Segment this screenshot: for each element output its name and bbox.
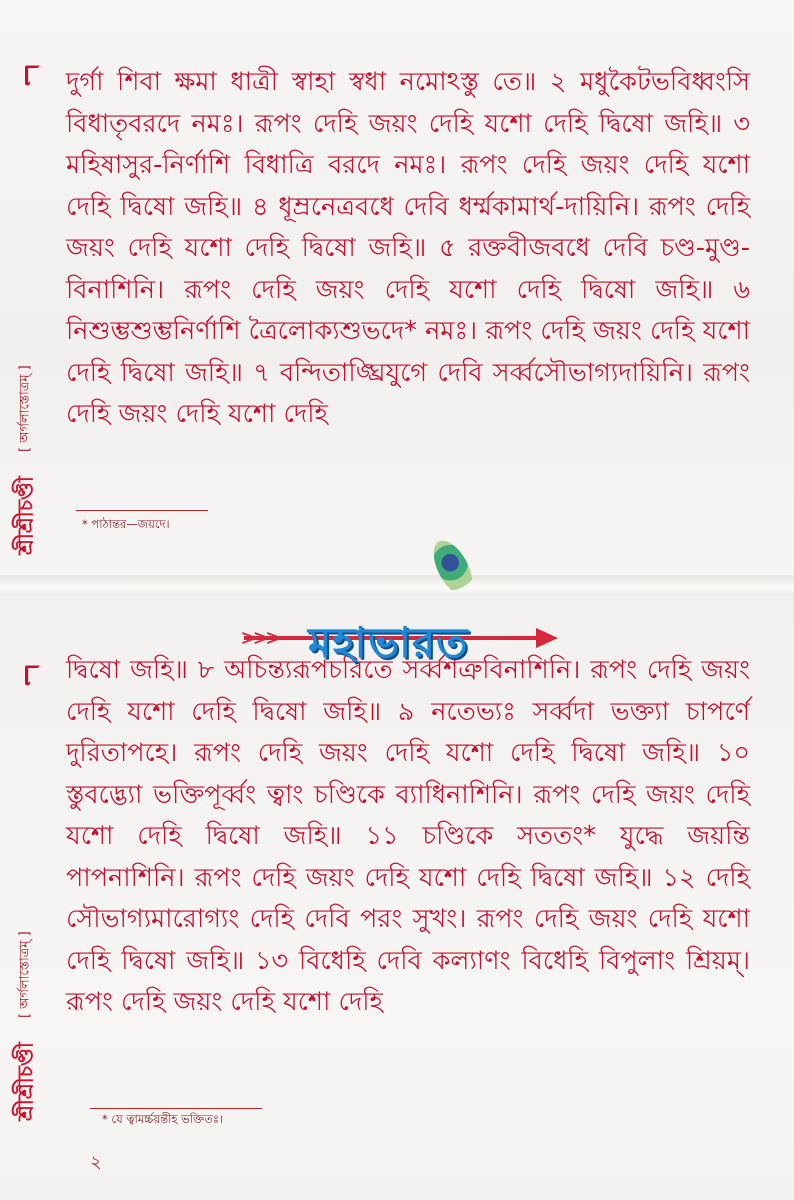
footnote-rule-top	[76, 510, 208, 511]
bottom-page	[0, 596, 794, 1200]
watermark-logo	[240, 610, 564, 670]
logo-wordmark: মহাভারত	[308, 618, 469, 667]
top-page	[0, 0, 794, 578]
footnote-rule-bottom	[90, 1108, 262, 1109]
arrow-fletching-icon: >>>	[240, 626, 278, 651]
page-number: ২	[90, 1152, 102, 1173]
footnote-bottom: * যে ত্বামর্চ্চয়ন্তীহ ভক্তিতঃ।	[102, 1112, 224, 1126]
verse-paragraph-top: দুর্গা শিবা ক্ষমা ধাত্রী স্বাহা স্বধা নমোঽস্তু তে॥ ২ মধুকৈটভবিধ্বংসি বিধাতৃবরদে নমঃ। রূপং দেহি জয়ং দেহি যশো দেহি দ্বিষো জহি॥ ৩ মহিষাসুর-নির্ণাশি বিধাত্রি বরদে নমঃ। রূপং দেহি জয়ং দেহি যশো দেহি দ্বিষো জহি॥ ৪ ধূম্রনেত্রবধে দেবি ধর্ম্মকামার্থ-দায়িনি। রূপং দেহি জয়ং দেহি যশো দেহি দ্বিষো জহি॥ ৫ রক্তবীজবধে দেবি চণ্ড-মুণ্ড-বিনাশিনি। রূপং দেহি জয়ং দেহি যশো দেহি দ্বিষো জহি॥ ৬ নিশুম্ভশুম্ভনির্ণাশি ত্রৈলোক্যশুভদে* নমঃ। রূপং দেহি জয়ং দেহি যশো দেহি দ্বিষো জহি॥ ৭ বন্দিতাঙ্ঘ্রিযুগে দেবি সর্ব্বসৌভাগ্যদায়িনি। রূপং দেহি জয়ং দেহি যশো দেহি	[66, 67, 750, 429]
side-caption-bottom	[6, 791, 46, 1121]
side-section-top: [ অর্গলাস্তোত্রম্ ]	[17, 365, 33, 453]
side-caption-top	[6, 225, 46, 555]
corner-mark-bottom: ୮	[24, 658, 40, 693]
side-title-bottom: শ্রীশ্রীচণ্ডী	[13, 1042, 38, 1121]
side-section-bottom: [ অর্গলাস্তোত্রম্ ]	[17, 931, 33, 1019]
verse-paragraph-bottom: দ্বিষো জহি॥ ৮ অচিন্ত্যরূপচরিতে সর্ব্বশত্রুবিনাশিনি। রূপং দেহি জয়ং দেহি যশো দেহি দ্বিষো জহি॥ ৯ নতেভ্যঃ সর্ব্বদা ভক্ত্যা চাপর্ণে দুরিতাপহে। রূপং দেহি জয়ং দেহি যশো দেহি দ্বিষো জহি॥ ১০ স্তুবদ্ভ্যো ভক্তিপূর্ব্বং ত্বাং চণ্ডিকে ব্যাধিনাশিনি। রূপং দেহি জয়ং দেহি যশো দেহি দ্বিষো জহি॥ ১১ চণ্ডিকে সততং* যুদ্ধে জয়ন্তি পাপনাশিনি। রূপং দেহি জয়ং দেহি যশো দেহি দ্বিষো জহি॥ ১২ দেহি সৌভাগ্যমারোগ্যং দেহি দেবি পরং সুখং। রূপং দেহি জয়ং দেহি যশো দেহি দ্বিষো জহি॥ ১৩ বিধেহি দেবি কল্যাণং বিধেহি বিপুলাং শ্রিয়ম্। রূপং দেহি জয়ং দেহি যশো দেহি	[66, 655, 750, 1017]
corner-mark-top: ୮	[24, 58, 40, 93]
side-title-top: শ্রীশ্রীচণ্ডী	[13, 476, 38, 555]
footnote-top: * পাঠান্তর—জয়দে।	[82, 517, 170, 531]
arrow-head-icon	[536, 628, 558, 648]
